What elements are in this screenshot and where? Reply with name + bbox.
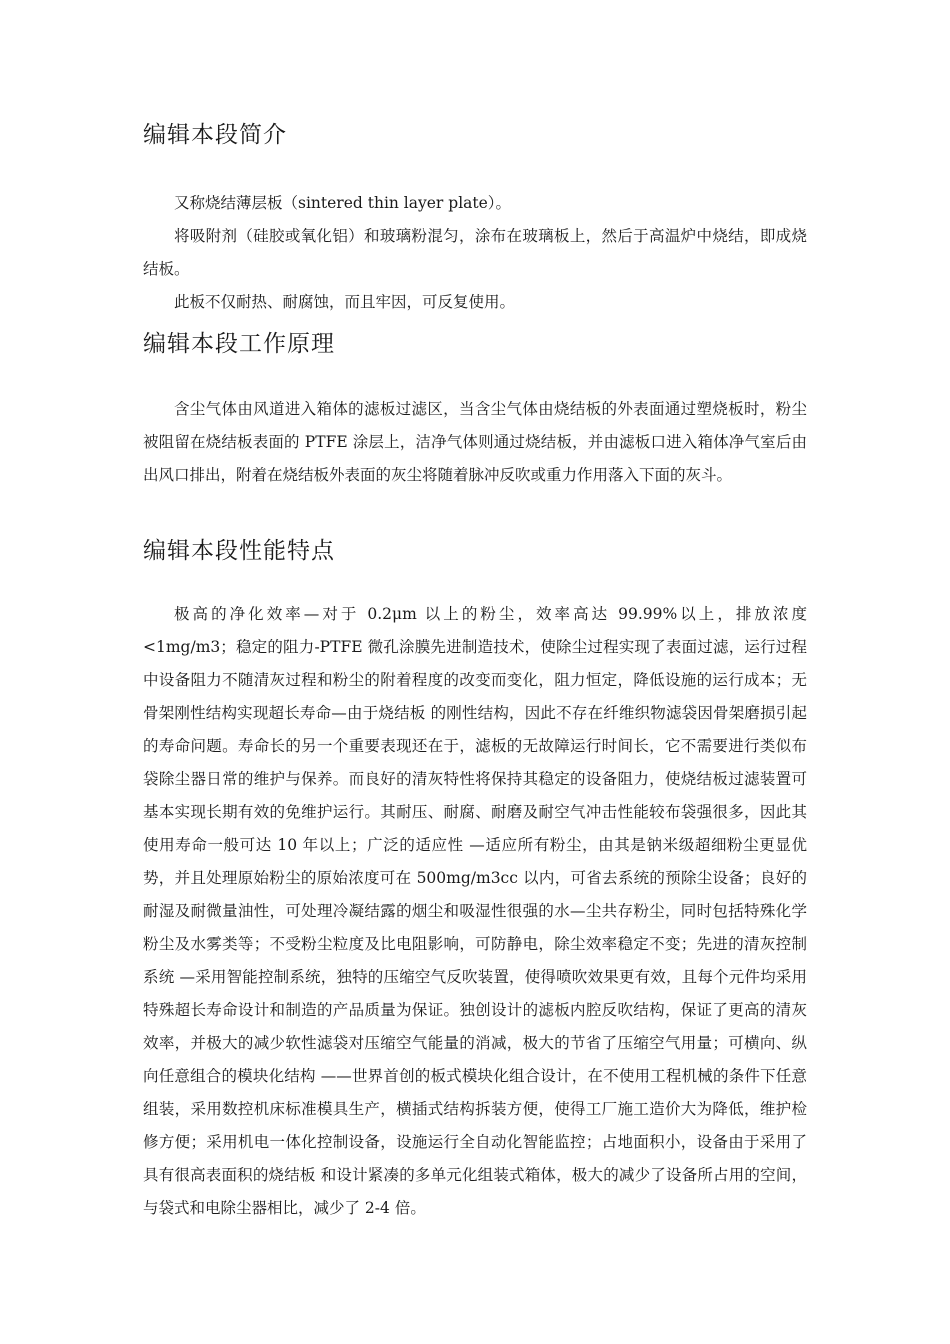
section-body-features [143, 598, 807, 1225]
paragraph: 又称烧结薄层板（sintered thin layer plate）。 [174, 194, 512, 212]
section-heading-intro: 编辑本段简介 [143, 122, 287, 148]
paragraph: 将吸附剂（硅胶或氧化铝）和玻璃粉混匀，涂布在玻璃板上，然后于高温炉中烧结，即成烧结板。 [143, 227, 807, 278]
paragraph: 含尘气体由风道进入箱体的滤板过滤区，当含尘气体由烧结板的外表面通过塑烧板时，粉尘被阻留在烧结板表面的 PTFE 涂层上，洁净气体则通过烧结板，并由滤板口进入箱体净气室后由出风口排出，附着在烧结板外表面的灰尘将随着脉冲反吹或重力作用落入下面的灰斗。 [143, 400, 807, 484]
section-body-intro [143, 187, 807, 319]
paragraph: 极高的净化效率—对于 0.2μm 以上的粉尘，效率高达 99.99%以上，排放浓度<1mg/m3；稳定的阻力-PTFE 微孔涂膜先进制造技术，使除尘过程实现了表面过滤，运行过程中设备阻力不随清灰过程和粉尘的附着程度的改变而变化，阻力恒定，降低设施的运行成本；无骨架刚性结构实现超长寿命—由于烧结板 的刚性结构，因此不存在纤维织物滤袋因骨架磨损引起的寿命问题。寿命长的另一个重要表现还在于，滤板的无故障运行时间长，它不需要进行类似布袋除尘器日常的维护与保养。而良好的清灰特性将保持其稳定的设备阻力，使烧结板过滤装置可基本实现长期有效的免维护运行。其耐压、耐腐、耐磨及耐空气冲击性能较布袋强很多，因此其使用寿命一般可达 10 年以上；广泛的适应性 —适应所有粉尘，由其是钠米级超细粉尘更显优势，并且处理原始粉尘的原始浓度可在 500mg/m3cc 以内，可省去系统的预除尘设备；良好的耐湿及耐微量油性，可处理冷凝结露的烟尘和吸湿性很强的水—尘共存粉尘，同时包括特殊化学粉尘及水雾类等；不受粉尘粒度及比电阻影响，可防静电，除尘效率稳定不变；先进的清灰控制系统 —采用智能控制系统，独特的压缩空气反吹装置，使得喷吹效果更有效，且每个元件均采用特殊超长寿命设计和制造的产品质量为保证。独创设计的滤板内腔反吹结构，保证了更高的清灰效率，并极大的减少软性滤袋对压缩空气能量的消减，极大的节省了压缩空气用量；可横向、纵向任意组合的模块化结构 ——世界首创的板式模块化组合设计，在不使用工程机械的条件下任意组装，采用数控机床标准模具生产，横插式结构拆装方便，使得工厂施工造价大为降低，维护检修方便；采用机电一体化控制设备，设施运行全自动化智能监控；占地面积小，设备由于采用了具有很高表面积的烧结板 和设计紧凑的多单元化组装式箱体，极大的减少了设备所占用的空间，与袋式和电除尘器相比，减少了 2-4 倍。 [143, 605, 807, 1217]
paragraph: 此板不仅耐热、耐腐蚀，而且牢因，可反复使用。 [174, 293, 516, 311]
section-heading-working-principle: 编辑本段工作原理 [143, 331, 335, 357]
section-heading-features: 编辑本段性能特点 [143, 538, 335, 564]
section-body-working-principle [143, 393, 807, 492]
